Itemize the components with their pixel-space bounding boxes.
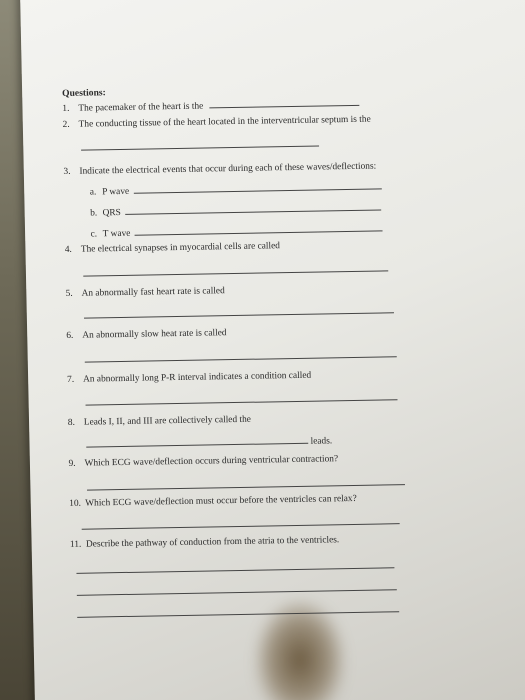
sub-text: P wave bbox=[102, 187, 130, 198]
answer-blank[interactable] bbox=[133, 180, 381, 194]
question-text: The electrical synapses in myocardial cells are called bbox=[80, 241, 281, 256]
question-text: An abnormally long P-R interval indicates a condition called bbox=[83, 370, 312, 385]
answer-blank[interactable] bbox=[86, 434, 308, 448]
question-11 bbox=[70, 534, 410, 552]
question-number: 7. bbox=[67, 374, 75, 385]
question-2 bbox=[63, 114, 403, 132]
question-4 bbox=[65, 240, 405, 258]
question-3b bbox=[90, 200, 404, 220]
question-number: 10. bbox=[69, 498, 82, 509]
sub-text: QRS bbox=[102, 207, 121, 219]
question-10 bbox=[69, 493, 409, 511]
answer-line[interactable] bbox=[84, 311, 394, 318]
question-number: 3. bbox=[63, 167, 71, 178]
answer-line[interactable] bbox=[76, 567, 394, 575]
question-9 bbox=[68, 453, 408, 471]
answer-blank[interactable] bbox=[209, 96, 359, 109]
answer-line[interactable] bbox=[77, 588, 397, 596]
question-5 bbox=[66, 283, 406, 301]
question-7 bbox=[67, 369, 407, 387]
question-text: Indicate the electrical events that occur during each of these waves/deflections: bbox=[79, 162, 377, 178]
answer-line[interactable] bbox=[86, 399, 398, 406]
question-3 bbox=[63, 162, 403, 180]
question-text: An abnormally fast heart rate is called bbox=[81, 286, 225, 299]
question-6 bbox=[66, 325, 406, 343]
question-number: 11. bbox=[69, 540, 82, 551]
answer-line[interactable] bbox=[85, 355, 397, 362]
answer-line[interactable] bbox=[87, 483, 405, 491]
question-text: The pacemaker of the heart is the bbox=[78, 101, 204, 114]
question-number: 4. bbox=[64, 245, 72, 256]
question-number: 6. bbox=[66, 330, 74, 341]
question-text: An abnormally slow heat rate is called bbox=[82, 328, 227, 341]
answer-blank[interactable] bbox=[135, 221, 383, 235]
question-number: 9. bbox=[68, 458, 76, 469]
sub-letter: c. bbox=[90, 229, 98, 240]
questions-heading: Questions: bbox=[62, 87, 106, 99]
question-3a bbox=[90, 179, 404, 199]
question-3c bbox=[90, 221, 404, 241]
question-8-answer-row bbox=[86, 432, 408, 452]
question-number: 2. bbox=[62, 119, 70, 130]
question-suffix: leads. bbox=[310, 436, 333, 447]
question-text: Which ECG wave/deflection must occur before the ventricles can relax? bbox=[85, 493, 357, 509]
worksheet-content bbox=[62, 82, 411, 618]
answer-line[interactable] bbox=[83, 270, 388, 277]
sub-letter: a. bbox=[89, 187, 97, 198]
question-number: 5. bbox=[65, 289, 73, 300]
question-number: 1. bbox=[62, 103, 70, 114]
answer-line[interactable] bbox=[82, 523, 400, 531]
question-number: 8. bbox=[67, 418, 75, 429]
sub-letter: b. bbox=[90, 208, 98, 219]
question-text: Describe the pathway of conduction from the atria to the ventricles. bbox=[85, 535, 340, 551]
answer-line[interactable] bbox=[81, 145, 319, 151]
question-text: Which ECG wave/deflection occurs during ventricular contraction? bbox=[84, 454, 339, 469]
answer-blank[interactable] bbox=[125, 200, 381, 214]
question-text: Leads I, II, and III are collectively called the bbox=[83, 415, 252, 429]
question-8 bbox=[68, 413, 408, 431]
sub-text: T wave bbox=[102, 228, 131, 240]
question-text: The conducting tissue of the heart located in the interventricular septum is the bbox=[78, 114, 371, 130]
